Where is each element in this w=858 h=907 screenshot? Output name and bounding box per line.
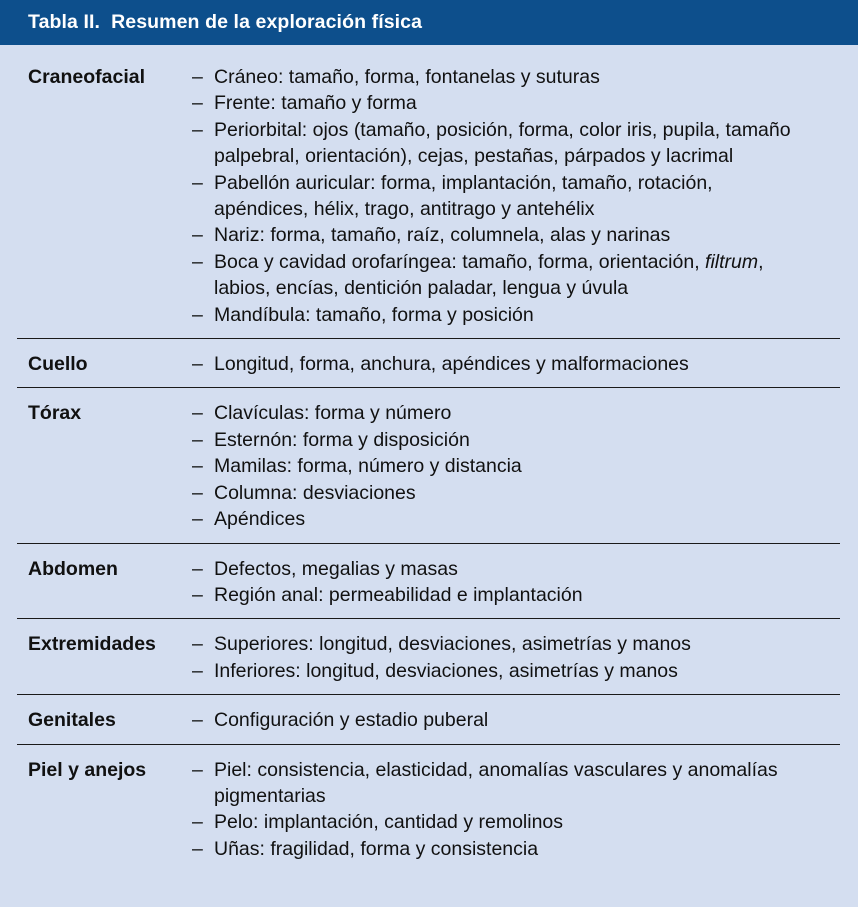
dash-bullet: – [192, 583, 203, 606]
table-row [17, 695, 840, 744]
dash-bullet: – [192, 481, 203, 504]
item-text: Región anal: permeabilidad e implantación [214, 583, 583, 606]
item-text: Configuración y estadio puberal [214, 709, 489, 732]
row-label: Extremidades [28, 633, 156, 656]
italic-term: filtrum [705, 250, 759, 273]
text-segment: , labios, encías, dentición paladar, lengua y úvula [214, 250, 764, 300]
row-label: Piel y anejos [28, 758, 147, 781]
item-text: Longitud, forma, anchura, apéndices y malformaciones [214, 353, 689, 376]
row-items [192, 351, 840, 377]
item-text: Pabellón auricular: forma, implantación, tamaño, rotación, apéndices, hélix, trago, antitrago y antehélix [214, 171, 713, 221]
table-row [17, 62, 840, 339]
dash-bullet: – [192, 633, 203, 656]
dash-bullet: – [192, 508, 203, 531]
table-body [0, 45, 858, 872]
list-item [192, 480, 840, 506]
list-item [192, 302, 840, 328]
list-item [192, 222, 840, 248]
item-text: Inferiores: longitud, desviaciones, asimetrías y manos [214, 659, 678, 682]
dash-bullet: – [192, 837, 203, 860]
row-label: Cuello [28, 353, 88, 376]
list-item [192, 658, 840, 684]
table-row [17, 388, 840, 543]
item-text: Mamilas: forma, número y distancia [214, 455, 522, 478]
dash-bullet: – [192, 557, 203, 580]
row-items [192, 707, 840, 733]
row-items [192, 556, 840, 609]
item-text: Periorbital: ojos (tamaño, posición, forma, color iris, pupila, tamaño palpebral, orientación), cejas, pestañas, párpados y lacrimal [214, 118, 791, 168]
row-label: Craneofacial [28, 66, 146, 88]
table-row [17, 619, 840, 695]
dash-bullet: – [192, 758, 203, 781]
text-segment: Boca y cavidad orofaríngea: tamaño, forma, orientación, [214, 250, 706, 273]
dash-bullet: – [192, 455, 203, 478]
list-item [192, 556, 840, 582]
item-text [214, 249, 840, 302]
dash-bullet: – [192, 353, 203, 376]
item-text: Apéndices [214, 508, 306, 531]
table-title: Tabla II. Resumen de la exploración física [0, 0, 858, 45]
list-item [192, 757, 840, 810]
table-row [17, 745, 840, 873]
dash-bullet: – [192, 811, 203, 834]
list-item [192, 64, 840, 90]
dash-bullet: – [192, 66, 203, 88]
item-text: Pelo: implantación, cantidad y remolinos [214, 811, 564, 834]
list-item [192, 400, 840, 426]
list-item [192, 427, 840, 453]
list-item [192, 351, 840, 377]
dash-bullet: – [192, 224, 203, 247]
item-text: Frente: tamaño y forma [214, 92, 417, 115]
list-item [192, 249, 840, 302]
row-label: Genitales [28, 709, 116, 732]
list-item [192, 117, 840, 170]
row-label: Tórax [28, 402, 82, 425]
list-item [192, 170, 840, 223]
dash-bullet: – [192, 92, 203, 115]
row-items [192, 400, 840, 532]
item-text: Columna: desviaciones [214, 481, 416, 504]
dash-bullet: – [192, 709, 203, 732]
list-item [192, 836, 840, 862]
list-item [192, 90, 840, 116]
row-items [192, 757, 840, 863]
row-label: Abdomen [28, 557, 118, 580]
item-text: Piel: consistencia, elasticidad, anomalías vasculares y anomalías pigmentarias [214, 758, 778, 807]
dash-bullet: – [192, 303, 203, 326]
item-text: Nariz: forma, tamaño, raíz, columnela, alas y narinas [214, 224, 671, 247]
item-text: Mandíbula: tamaño, forma y posición [214, 303, 534, 326]
row-items [192, 631, 840, 684]
dash-bullet: – [192, 171, 203, 194]
row-items [192, 64, 840, 328]
list-item [192, 809, 840, 835]
list-item [192, 631, 840, 657]
item-text: Cráneo: tamaño, forma, fontanelas y suturas [214, 66, 600, 88]
item-text: Clavículas: forma y número [214, 402, 452, 425]
list-item [192, 453, 840, 479]
dash-bullet: – [192, 402, 203, 425]
list-item [192, 582, 840, 608]
item-text: Defectos, megalias y masas [214, 557, 458, 580]
list-item [192, 506, 840, 532]
item-text: Superiores: longitud, desviaciones, asimetrías y manos [214, 633, 691, 656]
item-text: Esternón: forma y disposición [214, 428, 470, 451]
dash-bullet: – [192, 659, 203, 682]
dash-bullet: – [192, 428, 203, 451]
list-item [192, 707, 840, 733]
dash-bullet: – [192, 250, 203, 273]
dash-bullet: – [192, 118, 203, 141]
table-row [17, 544, 840, 620]
item-text: Uñas: fragilidad, forma y consistencia [214, 837, 539, 860]
table-row [17, 339, 840, 388]
